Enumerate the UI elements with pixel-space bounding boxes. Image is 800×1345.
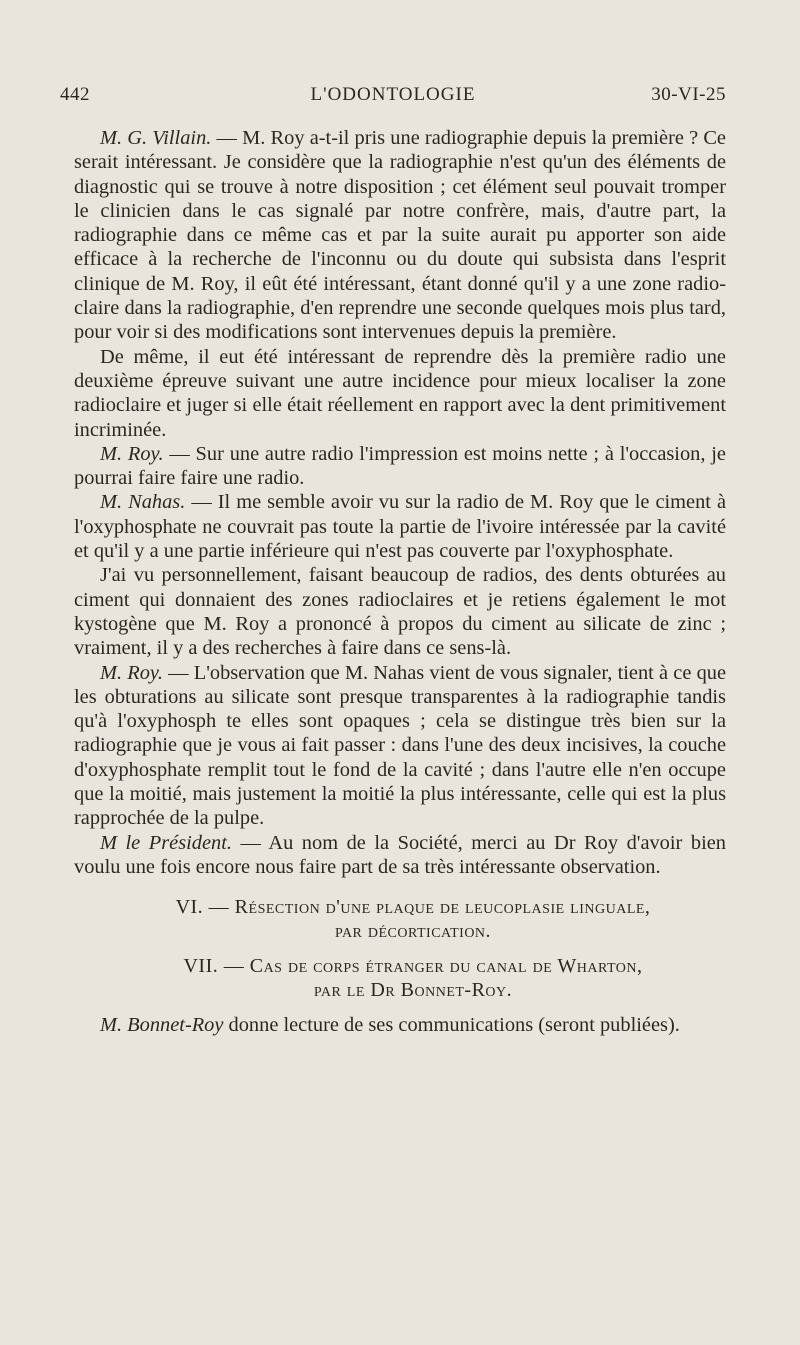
- paragraph: [74, 345, 726, 442]
- closing-paragraph: [74, 1013, 726, 1037]
- paragraph: [74, 831, 726, 880]
- page-number: 442: [60, 84, 90, 105]
- paragraph-text: — Au nom de la Société, merci au Dr Roy d'avoir bien voulu une fois encore nous faire part de sa très intéressante observation.: [74, 831, 726, 878]
- speaker-name: M. Bonnet-Roy: [100, 1014, 224, 1037]
- paragraph-text: — Sur une autre radio l'impression est moins nette ; à l'occasion, je pourrai faire faire une radio.: [74, 442, 726, 490]
- text-body: [74, 126, 726, 1038]
- speaker-name: M. G. Villain.: [100, 127, 212, 149]
- speaker-name: M. Roy.: [100, 442, 164, 465]
- section-heading-vi-sub: par décortication.: [334, 920, 492, 943]
- paragraph: [74, 126, 726, 345]
- section-heading-vi: VI. — Résection d'une plaque de leucoplasie linguale,: [175, 896, 651, 919]
- paragraph: [74, 442, 726, 491]
- journal-title: L'ODONTOLOGIE: [310, 84, 476, 105]
- paragraph-text: — M. Roy a-t-il pris une radiographie depuis la première ? Ce serait intéressant. Je considère que la radiographie n'est qu'un des éléments de diagnostic qui se trouve à notre disposition ; cet élément seul pouvait tromper le clinicien dans le cas signalé par notre confrère, mais, d'autre part, la radiographie dans ce même cas et par la suite aurait pu apporter son aide efficace à la recherche de l'inconnu ou du doute qui subsista dans l'esprit clinique de M. Roy, il eût été intéressant, étant donné qu'il y a une zone radio-claire dans la radiographie, d'en reprendre une seconde quelques mois plus tard, pour voir si des modifications sont intervenues depuis la première.: [74, 127, 726, 344]
- paragraph: [74, 563, 726, 660]
- section-heading-vii-sub: par le Dr Bonnet-Roy.: [313, 979, 513, 1002]
- section-heading-vii: VII. — Cas de corps étranger du canal de Wharton,: [183, 955, 643, 978]
- paragraph: [74, 490, 726, 563]
- issue-date: 30-VI-25: [651, 84, 726, 105]
- speaker-name: M. Nahas.: [100, 491, 186, 514]
- paragraph-text: — Il me semble avoir vu sur la radio de M. Roy que le ciment à l'oxyphosphate ne couvrait pas toute la partie de l'ivoire intéressée par la cavité et qu'il y a une partie inférieure qui n'est pas couverte par l'oxyphosphate.: [74, 491, 727, 563]
- speaker-name: M le Président.: [100, 831, 233, 854]
- paragraph-text: J'ai vu personnellement, faisant beaucoup de radios, des dents obturées au ciment qui donnaient des zones radioclaires et je retiens également le mot kystogène que M. Roy a prononcé à propos du ciment au silicate de zinc ; vraiment, il y a des recherches à faire dans ce sens-là.: [74, 564, 726, 660]
- paragraph-text: De même, il eut été intéressant de reprendre dès la première radio une deuxième épreuve suivant une autre incidence pour mieux localiser la zone radioclaire et juger si elle était réellement en rapport avec la dent primitivement incriminée.: [74, 345, 726, 441]
- paragraph-text: donne lecture de ses communications (seront publiées).: [223, 1014, 680, 1037]
- running-header: [60, 84, 726, 118]
- paragraph-text: — L'observation que M. Nahas vient de vous signaler, tient à ce que les obturations au silicate sont presque transparentes à la radiographie tandis qu'à l'oxyphosph te elles sont opaques ; cela se distingue très bien sur la radiographie que je vous ai fait passer : dans l'une des deux incisives, la couche d'oxyphosphate remplit tout le fond de la cavité ; dans l'autre elle n'en occupe que la moitié, mais justement la moitié la plus intéressante, celle qui est la plus rapprochée de la pulpe.: [74, 661, 727, 830]
- paragraph: [74, 661, 726, 831]
- speaker-name: M. Roy.: [100, 661, 163, 684]
